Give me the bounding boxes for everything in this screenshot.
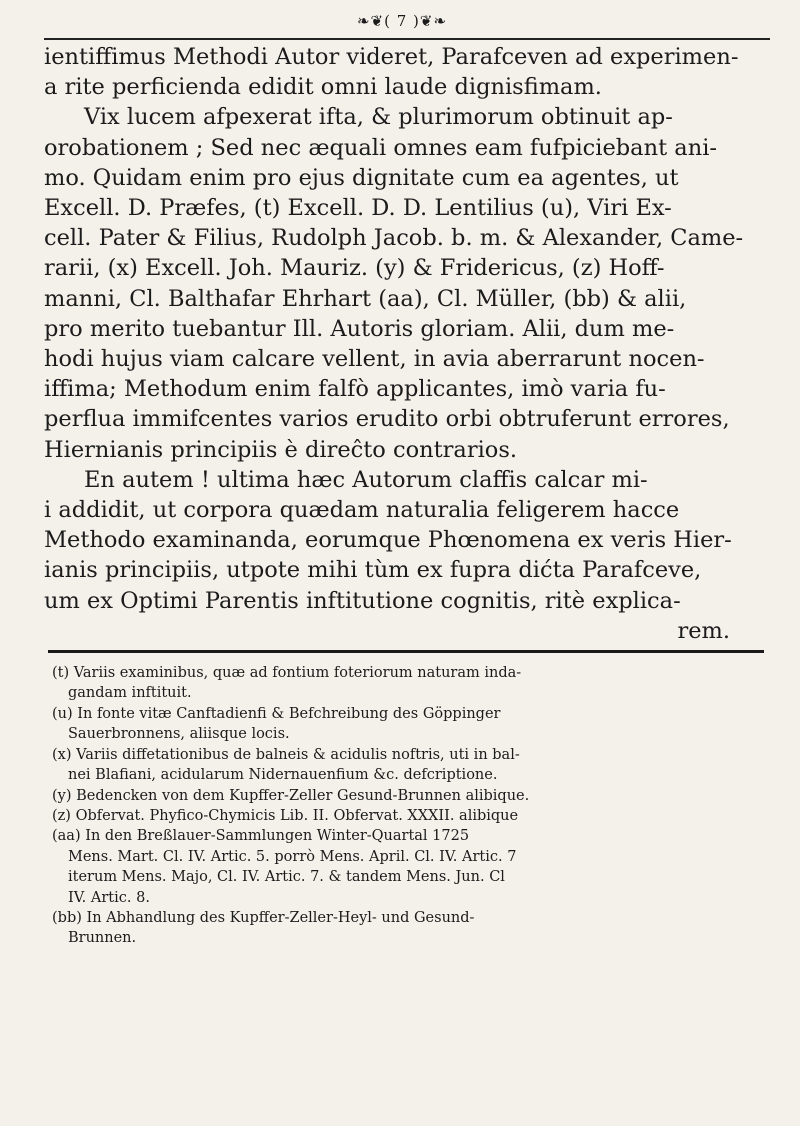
text-line: ientiffimus Methodi Autor videret, Parafceven ad experimen- (44, 44, 739, 70)
footnote-text: Variis examinibus, quæ ad fontium foteriorum naturam inda- (73, 665, 522, 682)
footnote-text: IV. Artic. 8. (68, 889, 150, 906)
footnote-text: Bedencken von dem Kupffer-Zeller Gesund-Brunnen alibique. (76, 787, 530, 804)
book-page (0, 4, 800, 1126)
header-ornament-left: ❧❦ (356, 12, 385, 30)
text-line: mo. Quidam enim pro ejus dignitate cum ea agentes, ut (44, 164, 679, 191)
page-number: ( 7 ) (384, 12, 420, 30)
footnote-text: nei Blafiani, acidularum Nidernauenfium &c. defcriptione. (68, 767, 498, 784)
footnote-line (52, 765, 760, 785)
footnote-line (52, 847, 760, 867)
page-header (44, 4, 760, 38)
footnote-text: Sauerbronnens, aliisque locis. (68, 726, 290, 743)
footnote-line (52, 704, 760, 724)
footnote-line (52, 683, 760, 703)
text-line: rem. (677, 617, 730, 644)
footnote-text: Variis diffetationibus de balneis & acidulis noftris, uti in bal- (76, 746, 520, 763)
footnote-text: Brunnen. (68, 930, 137, 947)
header-ornament-right: ❦❧ (419, 12, 448, 30)
text-line: hodi hujus viam calcare vellent, in avia aberrarunt nocen- (44, 346, 705, 373)
footnote-text: iterum Mens. Majo, Cl. IV. Artic. 7. & tandem Mens. Jun. Cl (68, 869, 505, 886)
text-line: orobationem ; Sed nec æquali omnes eam fufpiciebant ani- (44, 134, 717, 161)
footnote-line (52, 826, 760, 846)
footnote-mark: (t) (52, 665, 70, 682)
text-line: Excell. D. Præfes, (t) Excell. D. D. Lentilius (u), Viri Ex- (44, 195, 672, 222)
header-rule (44, 38, 770, 40)
footnote-mark: (z) (52, 807, 71, 824)
footnote-mark: (aa) (52, 828, 81, 845)
footnote-line (52, 724, 760, 744)
text-line: Vix lucem afpexerat ifta, & plurimorum obtinuit ap- (84, 104, 673, 131)
footnote-line (52, 745, 760, 765)
text-line: Methodo examinanda, eorumque Phœnomena ex veris Hier- (44, 527, 732, 554)
footnote-rule (48, 650, 764, 653)
footnote-line (52, 888, 760, 908)
footnote-mark: (x) (52, 746, 72, 763)
footnote-mark: (y) (52, 787, 72, 804)
footnote-text: Mens. Mart. Cl. IV. Artic. 5. porrò Mens. April. Cl. IV. Artic. 7 (68, 848, 517, 865)
text-line: ianis principiis, utpote mihi tùm ex fupra dićta Parafceve, (44, 557, 702, 584)
footnote-text: In Abhandlung des Kupffer-Zeller-Heyl- und Gesund- (86, 909, 475, 926)
footnote-mark: (bb) (52, 909, 82, 926)
footnote-text: Obfervat. Phyfico-Chymicis Lib. II. Obfervat. XXXII. alibique (75, 807, 519, 824)
text-line: um ex Optimi Parentis inftitutione cognitis, ritè explica- (44, 587, 681, 614)
text-line: i addidit, ut corpora quædam naturalia feligerem hacce (44, 497, 680, 524)
text-line: manni, Cl. Balthafar Ehrhart (aa), Cl. Müller, (bb) & alii, (44, 285, 687, 312)
footnote-mark: (u) (52, 705, 73, 722)
footnote-text: In den Breßlauer-Sammlungen Winter-Quartal 1725 (85, 828, 470, 845)
footnote-line (52, 663, 760, 683)
text-line: pro merito tuebantur Ill. Autoris gloriam. Alii, dum me- (44, 315, 675, 342)
footnote-line (52, 786, 760, 806)
text-line: Hiernianis principiis è direĉto contrarios. (44, 436, 518, 463)
footnote-line (52, 867, 760, 887)
text-line: iffima; Methodum enim falfò applicantes, imò varia fu- (44, 376, 666, 403)
footnote-text: gandam inftituit. (68, 685, 192, 702)
footnote-line (52, 928, 760, 948)
main-text (44, 42, 760, 646)
footnote-line (52, 908, 760, 928)
text-line: a rite perficienda edidit omni laude dignisfimam. (44, 74, 602, 101)
footnote-line (52, 806, 760, 826)
footnote-text: In fonte vitæ Canftadienfi & Befchreibung des Göppinger (77, 705, 501, 722)
text-line: cell. Pater & Filius, Rudolph Jacob. b. m. & Alexander, Came- (44, 225, 744, 252)
text-line: rarii, (x) Excell. Joh. Mauriz. (y) & Fridericus, (z) Hoff- (44, 255, 665, 282)
text-line: En autem ! ultima hæc Autorum claffis calcar mi- (84, 466, 648, 493)
footnotes (44, 663, 760, 949)
text-line: perflua immifcentes varios erudito orbi obtruferunt errores, (44, 406, 730, 433)
